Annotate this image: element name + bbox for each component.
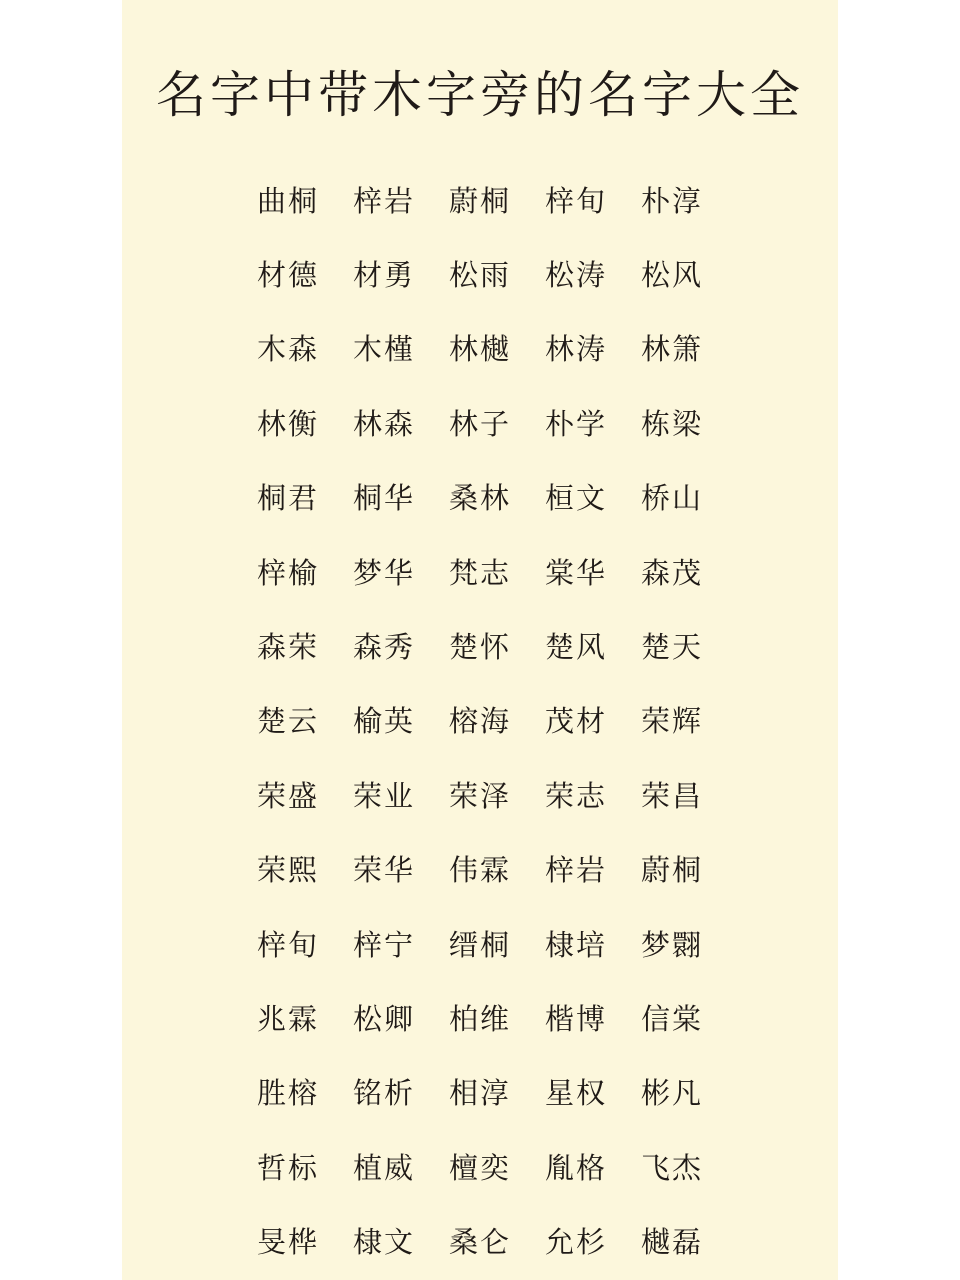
name-item: 植威: [353, 1150, 416, 1185]
name-item: 荣昌: [641, 778, 704, 813]
name-item: 林樾: [449, 332, 512, 367]
name-item: 茂材: [545, 704, 608, 739]
name-item: 相淳: [449, 1076, 512, 1111]
name-item: 蔚桐: [449, 183, 512, 218]
name-item: 桑林: [449, 481, 512, 516]
name-item: 梓旬: [257, 927, 320, 962]
name-item: 蔚桐: [641, 853, 704, 888]
name-item: 林箫: [641, 332, 704, 367]
names-row: [257, 1203, 737, 1277]
paper-background: [122, 0, 838, 1280]
name-item: 梦翾: [641, 927, 704, 962]
name-item: 材勇: [353, 258, 416, 293]
name-item: 胤格: [545, 1150, 608, 1185]
names-row: [257, 757, 737, 831]
name-item: 桥山: [641, 481, 704, 516]
name-item: 楚怀: [449, 630, 512, 665]
name-item: 棣培: [545, 927, 608, 962]
names-row: [257, 1055, 737, 1129]
name-item: 楚云: [257, 704, 320, 739]
name-item: 栋梁: [641, 406, 704, 441]
names-row: [257, 608, 737, 682]
name-item: 哲标: [257, 1150, 320, 1185]
names-row: [257, 534, 737, 608]
name-item: 梓岩: [545, 853, 608, 888]
name-item: 棠华: [545, 555, 608, 590]
name-item: 榕海: [449, 704, 512, 739]
name-item: 彬凡: [641, 1076, 704, 1111]
name-item: 荣业: [353, 778, 416, 813]
names-row: [257, 980, 737, 1054]
name-item: 材德: [257, 258, 320, 293]
name-item: 梓岩: [353, 183, 416, 218]
name-item: 朴淳: [641, 183, 704, 218]
name-item: 缙桐: [449, 927, 512, 962]
name-item: 梵志: [449, 555, 512, 590]
names-row: [257, 385, 737, 459]
name-item: 樾磊: [641, 1225, 704, 1260]
name-item: 松涛: [545, 258, 608, 293]
name-item: 荣熙: [257, 853, 320, 888]
name-item: 松雨: [449, 258, 512, 293]
name-item: 星权: [545, 1076, 608, 1111]
name-item: 桑仑: [449, 1225, 512, 1260]
name-item: 桓文: [545, 481, 608, 516]
name-item: 伟霖: [449, 853, 512, 888]
names-row: [257, 1129, 737, 1203]
name-item: 梓旬: [545, 183, 608, 218]
names-row: [257, 683, 737, 757]
name-item: 胜榕: [257, 1076, 320, 1111]
name-item: 林森: [353, 406, 416, 441]
name-item: 柏维: [449, 1001, 512, 1036]
name-item: 榆英: [353, 704, 416, 739]
names-grid: [257, 162, 737, 1278]
name-item: 曲桐: [257, 183, 320, 218]
name-item: 林涛: [545, 332, 608, 367]
names-row: [257, 162, 737, 236]
name-item: 荣华: [353, 853, 416, 888]
name-item: 梓宁: [353, 927, 416, 962]
name-item: 木森: [257, 332, 320, 367]
name-item: 兆霖: [257, 1001, 320, 1036]
name-item: 楷博: [545, 1001, 608, 1036]
name-item: 楚天: [641, 630, 704, 665]
name-item: 桐君: [257, 481, 320, 516]
name-item: 楚风: [545, 630, 608, 665]
name-item: 松卿: [353, 1001, 416, 1036]
name-item: 允杉: [545, 1225, 608, 1260]
page-title: 名字中带木字旁的名字大全: [156, 66, 804, 124]
name-item: 桐华: [353, 481, 416, 516]
name-item: 松风: [641, 258, 704, 293]
name-item: 森荣: [257, 630, 320, 665]
name-item: 荣辉: [641, 704, 704, 739]
name-item: 荣盛: [257, 778, 320, 813]
names-row: [257, 832, 737, 906]
names-row: [257, 460, 737, 534]
names-row: [257, 906, 737, 980]
name-item: 朴学: [545, 406, 608, 441]
names-row: [257, 236, 737, 310]
name-item: 梦华: [353, 555, 416, 590]
name-item: 荣志: [545, 778, 608, 813]
name-item: 木槿: [353, 332, 416, 367]
name-item: 林衡: [257, 406, 320, 441]
names-row: [257, 311, 737, 385]
name-item: 飞杰: [641, 1150, 704, 1185]
name-item: 信棠: [641, 1001, 704, 1036]
name-item: 旻桦: [257, 1225, 320, 1260]
name-item: 林子: [449, 406, 512, 441]
name-item: 梓榆: [257, 555, 320, 590]
name-item: 森茂: [641, 555, 704, 590]
name-item: 檀奕: [449, 1150, 512, 1185]
name-item: 铭析: [353, 1076, 416, 1111]
name-item: 荣泽: [449, 778, 512, 813]
name-item: 森秀: [353, 630, 416, 665]
name-item: 棣文: [353, 1225, 416, 1260]
